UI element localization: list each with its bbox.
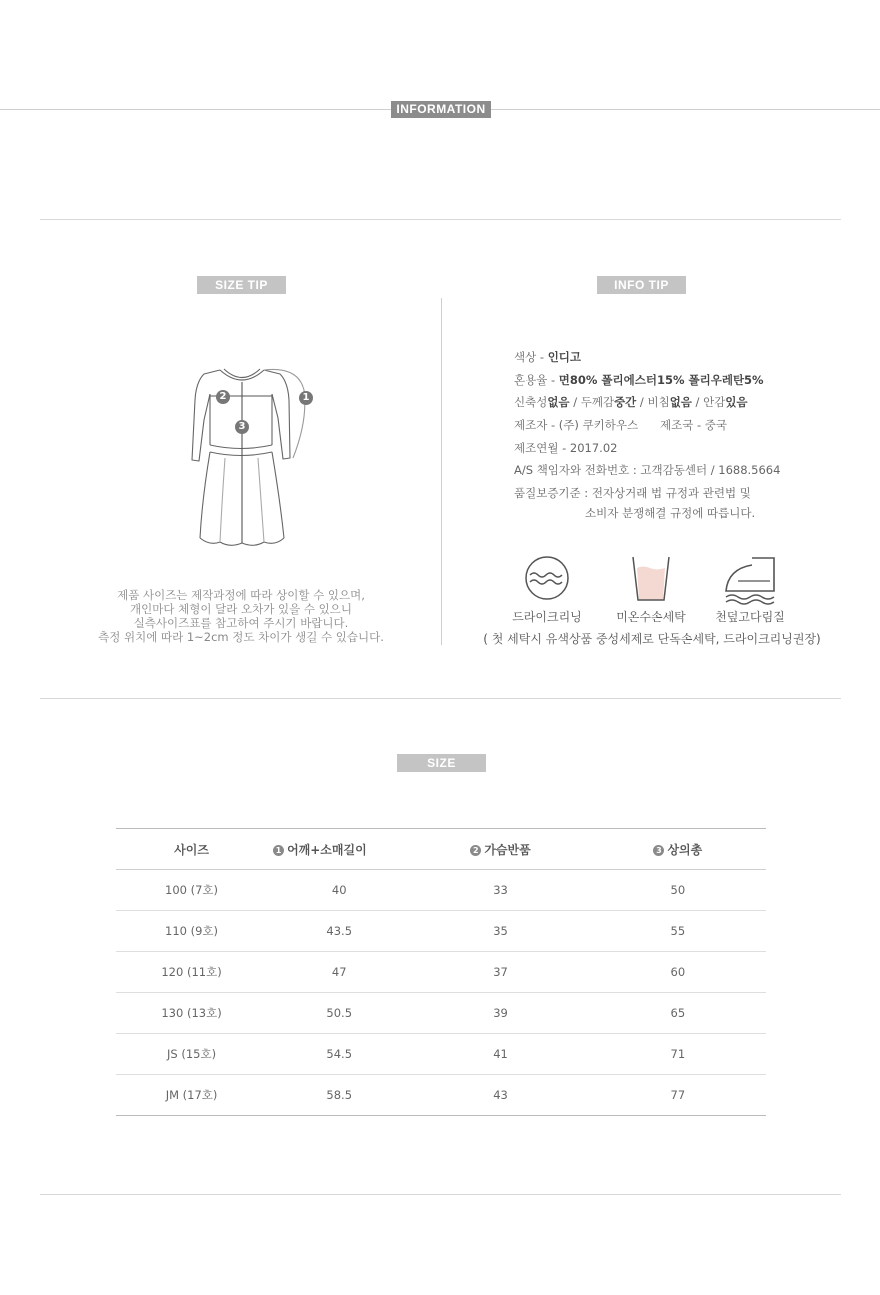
col-length-header xyxy=(590,829,766,870)
country-text: 제조국 - 중국 xyxy=(660,418,728,432)
chest-cell: 33 xyxy=(411,870,589,911)
blend-label: 혼용율 - xyxy=(514,373,559,387)
chest-cell: 37 xyxy=(411,952,589,993)
marker-3: 3 xyxy=(235,420,249,434)
lukewarm-handwash-icon xyxy=(630,556,672,602)
size-cell: 130 (13호) xyxy=(116,993,267,1034)
marker-2: 2 xyxy=(216,390,230,404)
header-label: 사이즈 xyxy=(174,842,209,857)
size-tip-line: 제품 사이즈는 제작과정에 따라 상이할 수 있으며, xyxy=(117,588,365,602)
color-value: 인디고 xyxy=(547,350,582,364)
header-label: 가슴반품 xyxy=(484,842,531,857)
length-cell: 65 xyxy=(590,993,766,1034)
blend-row xyxy=(514,372,764,388)
lining-label: 안감 xyxy=(703,395,726,409)
thickness-label: 두께감 xyxy=(580,395,615,409)
chest-cell: 35 xyxy=(411,911,589,952)
marker-1: 1 xyxy=(299,391,313,405)
section-divider xyxy=(40,219,841,220)
quality-row-2: 소비자 분쟁해결 규정에 따릅니다. xyxy=(585,506,756,520)
fabric-properties-row: 신축성없음 / 두께감중간 / 비침없음 / 안감있음 xyxy=(514,395,748,409)
shoulder-sleeve-cell: 54.5 xyxy=(267,1034,411,1075)
color-label: 색상 - xyxy=(514,350,548,364)
shoulder-sleeve-cell: 58.5 xyxy=(267,1075,411,1116)
shoulder-sleeve-cell: 43.5 xyxy=(267,911,411,952)
maker-text: 제조자 - (주) 쿠키하우스 xyxy=(514,418,639,432)
chest-cell: 39 xyxy=(411,993,589,1034)
size-table xyxy=(116,828,766,1116)
information-badge: INFORMATION xyxy=(391,101,491,118)
info-tip-badge: INFO TIP xyxy=(597,276,686,294)
length-cell: 71 xyxy=(590,1034,766,1075)
maker-row xyxy=(514,417,727,433)
number-2-icon: 2 xyxy=(470,845,481,856)
column-divider xyxy=(441,298,442,645)
thickness-value: 중간 xyxy=(614,395,637,409)
size-tip-line: 측정 위치에 따라 1~2cm 정도 차이가 생길 수 있습니다. xyxy=(98,630,384,644)
header-label: 상의총 xyxy=(667,842,703,857)
table-row xyxy=(116,1034,766,1075)
length-cell: 60 xyxy=(590,952,766,993)
size-tip-notice xyxy=(60,588,422,644)
bottom-divider xyxy=(40,1194,841,1195)
col-shoulder-sleeve-header xyxy=(267,829,411,870)
dry-cleaning-label: 드라이크리닝 xyxy=(512,610,582,624)
size-badge: SIZE xyxy=(397,754,486,772)
chest-cell: 41 xyxy=(411,1034,589,1075)
size-table-header xyxy=(116,829,766,870)
chest-cell: 43 xyxy=(411,1075,589,1116)
lining-value: 있음 xyxy=(725,395,748,409)
size-cell: JM (17호) xyxy=(116,1075,267,1116)
stretch-value: 없음 xyxy=(547,395,570,409)
shoulder-sleeve-cell: 40 xyxy=(267,870,411,911)
length-cell: 77 xyxy=(590,1075,766,1116)
size-tip-badge: SIZE TIP xyxy=(197,276,286,294)
header-label: 어깨+소매길이 xyxy=(287,842,367,857)
table-row xyxy=(116,911,766,952)
size-tip-line: 실측사이즈표를 참고하여 주시기 바랍니다. xyxy=(133,616,349,630)
number-3-icon: 3 xyxy=(653,845,664,856)
color-row xyxy=(514,349,581,365)
length-cell: 55 xyxy=(590,911,766,952)
blend-value: 면80% 폴리에스터15% 폴리우레탄5% xyxy=(558,373,764,387)
size-cell: 120 (11호) xyxy=(116,952,267,993)
section-divider xyxy=(40,698,841,699)
ironing-label: 천덮고다림질 xyxy=(715,610,785,624)
stretch-label: 신축성 xyxy=(514,395,548,409)
shoulder-sleeve-cell: 47 xyxy=(267,952,411,993)
length-cell: 50 xyxy=(590,870,766,911)
table-row xyxy=(116,952,766,993)
date-row: 제조연월 - 2017.02 xyxy=(514,441,618,455)
sheer-label: 비침 xyxy=(647,395,670,409)
col-chest-header xyxy=(411,829,589,870)
care-note: ( 첫 세탁시 유색상품 중성세제로 단독손세탁, 드라이크리닝권장) xyxy=(483,632,821,646)
as-row: A/S 책임자와 전화번호 : 고객감동센터 / 1688.5664 xyxy=(514,463,781,477)
table-row xyxy=(116,870,766,911)
dry-cleaning-icon xyxy=(523,554,571,602)
size-cell: 110 (9호) xyxy=(116,911,267,952)
table-row xyxy=(116,1075,766,1116)
table-row xyxy=(116,993,766,1034)
shoulder-sleeve-cell: 50.5 xyxy=(267,993,411,1034)
iron-with-cloth-icon xyxy=(722,555,778,605)
number-1-icon: 1 xyxy=(273,845,284,856)
dress-measurement-diagram xyxy=(180,360,320,555)
size-tip-line: 개인마다 체형이 달라 오차가 있을 수 있으니 xyxy=(130,602,352,616)
col-size-header xyxy=(116,829,267,870)
sheer-value: 없음 xyxy=(669,395,692,409)
size-cell: JS (15호) xyxy=(116,1034,267,1075)
quality-row-1: 품질보증기준 : 전자상거래 법 규정과 관련법 및 xyxy=(514,486,751,500)
size-cell: 100 (7호) xyxy=(116,870,267,911)
handwash-label: 미온수손세탁 xyxy=(616,610,686,624)
